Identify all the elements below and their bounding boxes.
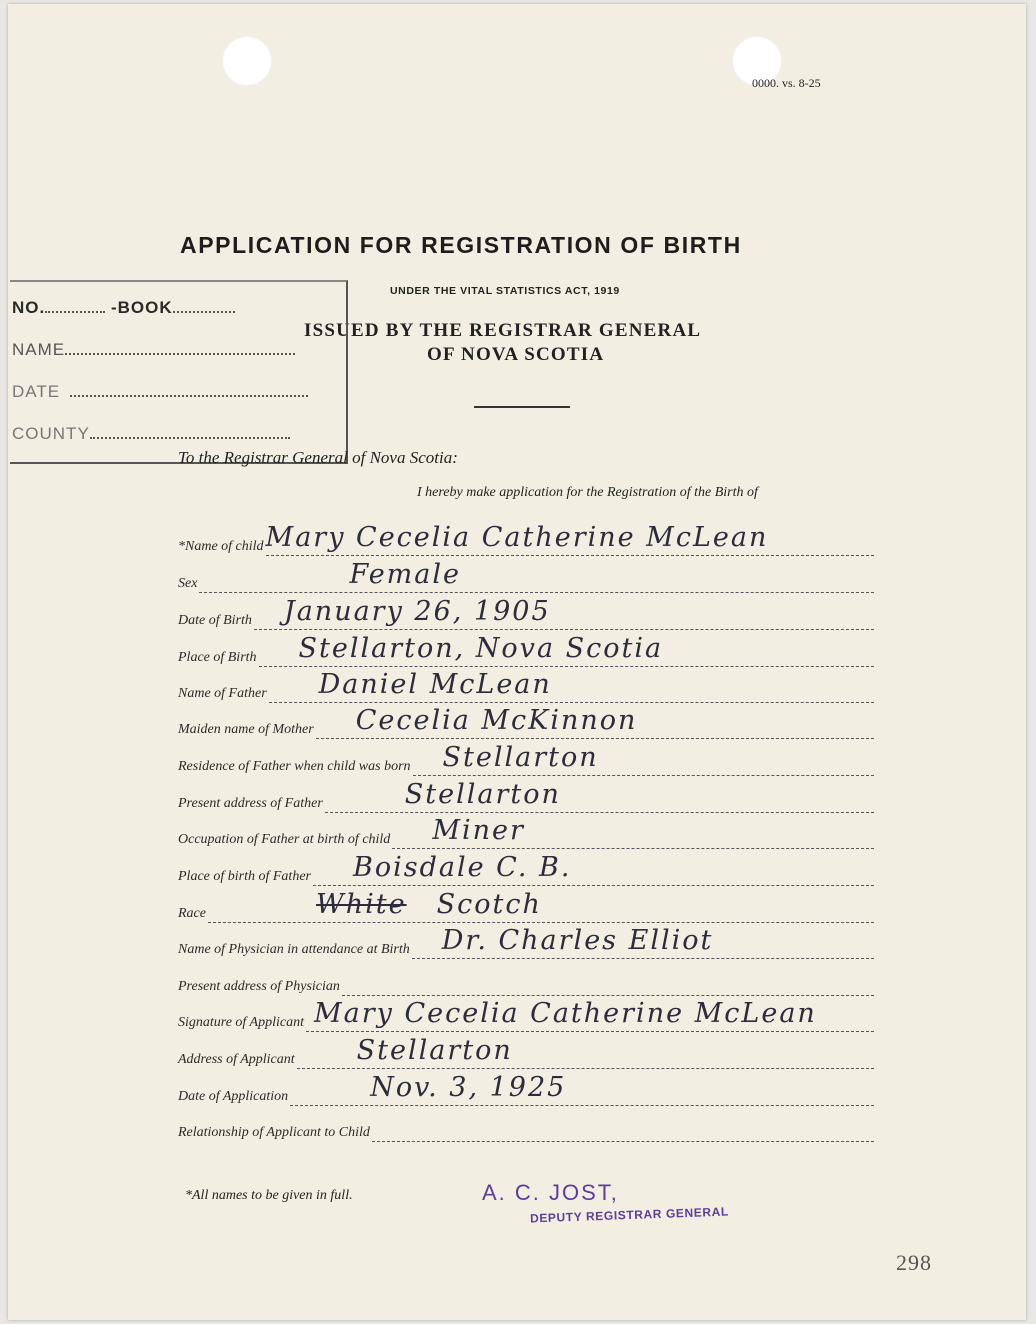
race-value: Scotch	[436, 889, 542, 920]
signature-value: Mary Cecelia Catherine McLean	[314, 998, 817, 1029]
field-father-birthplace	[178, 852, 874, 886]
field-child-name	[178, 522, 874, 556]
field-label: Name of Father	[178, 686, 267, 701]
stamp-name-label: NAME	[12, 340, 66, 359]
field-label: *Name of child	[178, 539, 264, 554]
field-physician-address	[178, 970, 874, 996]
field-label: Place of birth of Father	[178, 869, 311, 884]
stamp-no-label: NO.	[12, 298, 46, 317]
field-label: Maiden name of Mother	[178, 722, 314, 737]
stamp-date-label: DATE	[12, 382, 61, 401]
field-label: Sex	[178, 576, 198, 591]
field-label: Signature of Applicant	[178, 1015, 304, 1030]
registrar-stamp-name: A. C. JOST,	[482, 1180, 619, 1205]
application-date-value: Nov. 3, 1925	[370, 1072, 567, 1103]
father-residence-value: Stellarton	[442, 742, 599, 773]
stamp-county-row	[12, 424, 290, 444]
field-label: Place of Birth	[178, 650, 257, 665]
stamp-date-row	[12, 382, 308, 402]
registrar-stamp-title: DEPUTY REGISTRAR GENERAL	[529, 1204, 730, 1226]
field-label: Present address of Father	[178, 796, 323, 811]
father-birthplace-value: Boisdale C. B.	[352, 852, 572, 883]
father-address-value: Stellarton	[404, 779, 561, 810]
father-occupation-value: Miner	[432, 815, 525, 846]
field-father-address	[178, 779, 874, 813]
field-label: Race	[178, 906, 206, 921]
field-label: Date of Birth	[178, 613, 252, 628]
title-rule	[474, 406, 570, 408]
field-label: Relationship of Applicant to Child	[178, 1125, 370, 1140]
applicant-address-value: Stellarton	[356, 1035, 513, 1066]
stamp-no-row: NO. -BOOK	[12, 298, 235, 318]
physician-value: Dr. Charles Elliot	[441, 925, 714, 956]
field-label: Residence of Father when child was born	[178, 759, 411, 774]
field-sex	[178, 559, 874, 593]
field-label: Occupation of Father at birth of child	[178, 832, 391, 847]
field-label: Name of Physician in attendance at Birth	[178, 942, 410, 957]
field-signature	[178, 998, 874, 1032]
punch-hole-left	[222, 36, 272, 86]
intro-text: I hereby make application for the Registration of the Birth of	[417, 485, 758, 500]
field-father-occupation	[178, 815, 874, 849]
issued-by-line1: ISSUED BY THE REGISTRAR GENERAL	[304, 320, 702, 341]
field-father-residence	[178, 742, 874, 776]
salutation: To the Registrar General of Nova Scotia:	[178, 448, 458, 467]
field-place-of-birth	[178, 633, 874, 667]
stamp-book-label: BOOK	[117, 298, 173, 317]
mother-maiden-value: Cecelia McKinnon	[355, 705, 638, 736]
place-of-birth-value: Stellarton, Nova Scotia	[298, 633, 664, 664]
field-application-date	[178, 1072, 874, 1106]
field-father-name	[178, 669, 874, 703]
field-mother-maiden-name	[178, 705, 874, 739]
race-struck-value: White	[315, 889, 407, 920]
field-label: Date of Application	[178, 1089, 289, 1104]
field-physician	[178, 925, 874, 959]
form-code: 0000. vs. 8-25	[752, 76, 821, 90]
issued-by-line2: OF NOVA SCOTIA	[427, 344, 605, 365]
field-label: Address of Applicant	[178, 1052, 295, 1067]
sex-value: Female	[349, 559, 461, 590]
stamp-county-label: COUNTY	[12, 424, 90, 443]
field-label: Present address of Physician	[178, 979, 340, 994]
page-number: 298	[896, 1250, 932, 1275]
father-name-value: Daniel McLean	[318, 669, 552, 700]
footnote: *All names to be given in full.	[185, 1188, 353, 1203]
document-subtitle: UNDER THE VITAL STATISTICS ACT, 1919	[390, 285, 620, 297]
document-title: APPLICATION FOR REGISTRATION OF BIRTH	[180, 232, 742, 258]
field-applicant-address	[178, 1035, 874, 1069]
field-relationship	[178, 1116, 874, 1142]
field-date-of-birth	[178, 596, 874, 630]
date-of-birth-value: January 26, 1905	[283, 596, 551, 627]
stamp-name-row	[12, 340, 295, 360]
field-race	[178, 889, 874, 923]
child-name-value: Mary Cecelia Catherine McLean	[265, 522, 769, 553]
